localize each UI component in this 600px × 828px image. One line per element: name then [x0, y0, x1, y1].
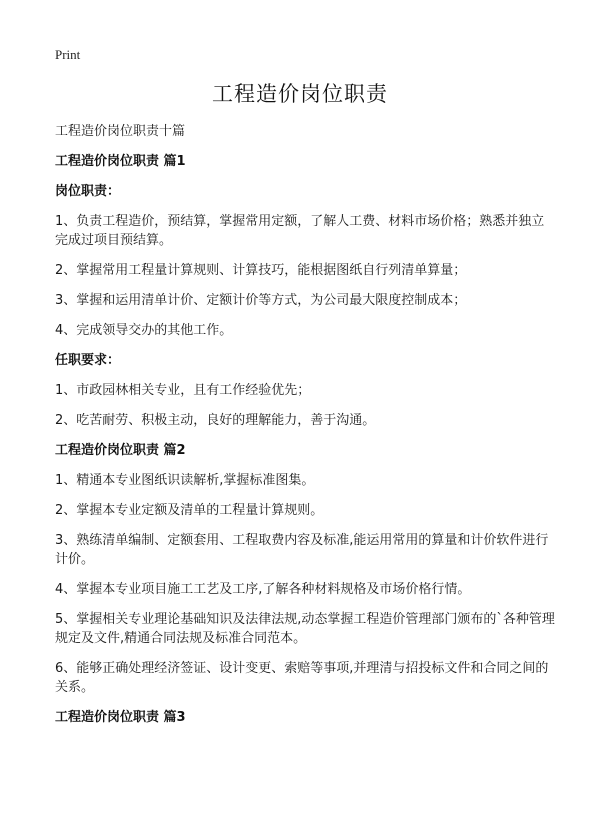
- subheading-requirements: 任职要求：: [55, 353, 121, 368]
- list-item: 6、能够正确处理经济签证、设计变更、索赔等事项,并理清与招投标文件和合同之间的关系。: [55, 661, 549, 695]
- print-label[interactable]: Print: [55, 47, 81, 62]
- section-heading-3: 工程造价岗位职责 篇3: [55, 710, 186, 725]
- list-item: 3、掌握和运用清单计价、定额计价等方式，为公司最大限度控制成本；: [55, 293, 467, 308]
- intro-line: 工程造价岗位职责十篇: [55, 124, 186, 139]
- list-item: 5、掌握相关专业理论基础知识及法律法规,动态掌握工程造价管理部门颁布的`各种管理规定及文件,精通合同法规及标准合同范本。: [55, 612, 555, 646]
- list-item: 2、吃苦耐劳、积极主动，良好的理解能力，善于沟通。: [55, 413, 376, 428]
- subheading-duties: 岗位职责：: [55, 184, 121, 199]
- list-item: 3、熟练清单编制、定额套用、工程取费内容及标准,能运用常用的算量和计价软件进行计价。: [55, 533, 549, 567]
- list-item: 1、市政园林相关专业，且有工作经验优先；: [55, 383, 311, 398]
- list-item: 2、掌握常用工程量计算规则、计算技巧，能根据图纸自行列清单算量；: [55, 263, 467, 278]
- document-title: 工程造价岗位职责: [212, 82, 388, 106]
- section-heading-1: 工程造价岗位职责 篇1: [55, 154, 186, 169]
- list-item: 1、精通本专业图纸识读解析,掌握标准图集。: [55, 473, 315, 488]
- section-heading-2: 工程造价岗位职责 篇2: [55, 443, 186, 458]
- list-item: 4、完成领导交办的其他工作。: [55, 323, 233, 338]
- list-item: 4、掌握本专业项目施工工艺及工序,了解各种材料规格及市场价格行情。: [55, 582, 471, 597]
- list-item: 2、掌握本专业定额及清单的工程量计算规则。: [55, 503, 324, 518]
- list-item: 1、负责工程造价，预结算，掌握常用定额，了解人工费、材料市场价格；熟悉并独立完成过项目预结算。: [55, 214, 545, 248]
- document-body: [55, 122, 555, 738]
